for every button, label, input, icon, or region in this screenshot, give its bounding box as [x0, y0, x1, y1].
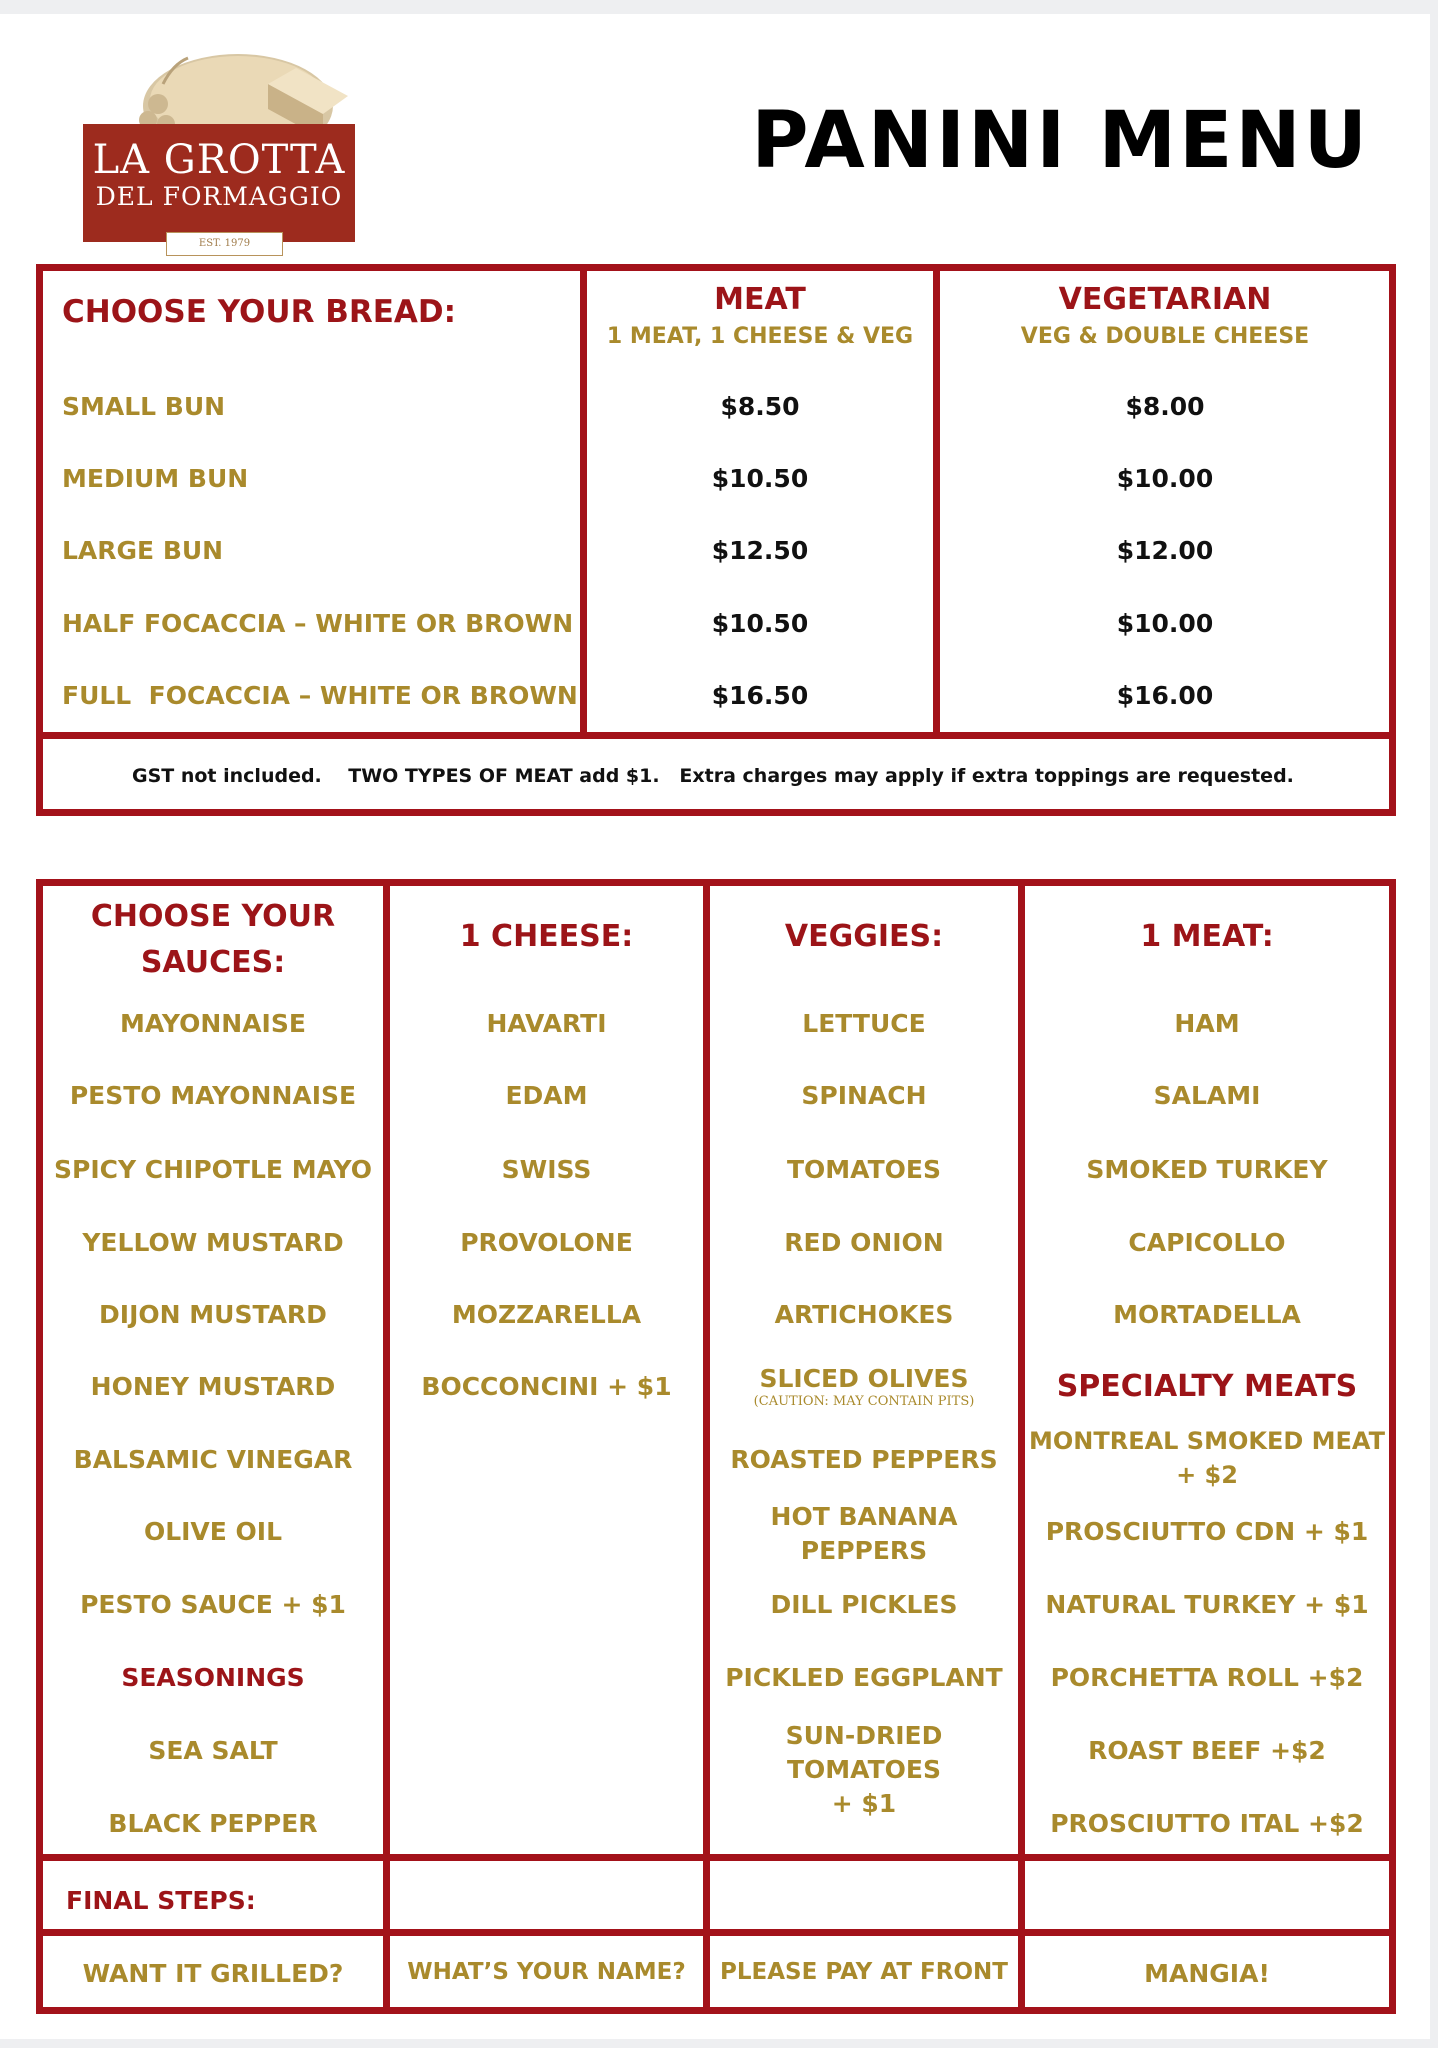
logo: [78, 44, 363, 254]
meat-item: SMOKED TURKEY: [1086, 1155, 1328, 1184]
veggie-item: SPINACH: [801, 1081, 927, 1110]
veggies-heading: VEGGIES:: [784, 919, 944, 954]
cheese-item: BOCCONCINI + $1: [421, 1372, 672, 1401]
meat-item: MORTADELLA: [1113, 1300, 1301, 1329]
meat-item: HAM: [1174, 1009, 1240, 1038]
veg-price: $10.00: [1116, 464, 1214, 493]
seasoning-item: SEA SALT: [148, 1736, 278, 1765]
veggie-item: ARTICHOKES: [774, 1300, 954, 1329]
cheese-item: MOZZARELLA: [451, 1300, 642, 1329]
meat-item: MONTREAL SMOKED MEAT + $2: [1028, 1427, 1386, 1489]
logo-name: LA GROTTA: [92, 137, 346, 183]
specialty-meats-heading: SPECIALTY MEATS: [1056, 1369, 1358, 1404]
logo-plate: [83, 124, 355, 242]
sauce-item: YELLOW MUSTARD: [82, 1228, 344, 1257]
sauce-item: DIJON MUSTARD: [99, 1300, 327, 1329]
meat-item: NATURAL TURKEY + $1: [1045, 1590, 1369, 1619]
cheese-item: PROVOLONE: [460, 1228, 633, 1257]
meat-item: PROSCIUTTO CDN + $1: [1045, 1517, 1369, 1546]
veg-price-heading: VEGETARIAN: [1058, 282, 1272, 317]
sauce-item: PESTO SAUCE + $1: [80, 1590, 346, 1619]
veggie-item: SUN-DRIED TOMATOES + $1: [785, 1721, 943, 1818]
sauce-item: HONEY MUSTARD: [90, 1372, 336, 1401]
veg-price: $10.00: [1116, 609, 1214, 638]
meat-price: $10.50: [711, 464, 809, 493]
veggie-item: DILL PICKLES: [770, 1590, 958, 1619]
final-steps-heading: FINAL STEPS:: [66, 1886, 256, 1915]
meat-price: $10.50: [711, 609, 809, 638]
logo-subname: DEL FORMAGGIO: [95, 182, 343, 211]
page-title: PANINI MENU: [751, 96, 1370, 186]
veggie-item: LETTUCE: [802, 1009, 926, 1038]
veg-price: $12.00: [1116, 536, 1214, 565]
meat-price: $8.50: [720, 392, 800, 421]
meat-item: SALAMI: [1153, 1081, 1261, 1110]
bread-heading: CHOOSE YOUR BREAD:: [62, 294, 457, 330]
sauce-item: BALSAMIC VINEGAR: [73, 1445, 353, 1474]
veggie-item: PICKLED EGGPLANT: [725, 1663, 1003, 1692]
meat-price-heading: MEAT: [714, 282, 806, 317]
bread-row-label: MEDIUM BUN: [62, 464, 249, 493]
veggie-item: HOT BANANA PEPPERS: [770, 1502, 958, 1565]
final-step: WHAT’S YOUR NAME?: [407, 1959, 686, 1985]
meat-item: PORCHETTA ROLL +$2: [1050, 1663, 1364, 1692]
logo-est-ribbon: EST. 1979: [166, 232, 283, 256]
final-step: MANGIA!: [1144, 1959, 1270, 1988]
veg-price: $8.00: [1125, 392, 1205, 421]
cheese-item: HAVARTI: [486, 1009, 607, 1038]
price-notes: GST not included. TWO TYPES OF MEAT add $1. Extra charges may apply if extra toppings are requested.: [132, 765, 1294, 787]
veggie-item: TOMATOES: [787, 1155, 941, 1184]
seasoning-item: BLACK PEPPER: [108, 1809, 318, 1838]
veg-price: $16.00: [1116, 681, 1214, 710]
meat-price: $16.50: [711, 681, 809, 710]
cheese-item: EDAM: [505, 1081, 588, 1110]
olives-caution-note: (CAUTION: MAY CONTAIN PITS): [753, 1394, 975, 1409]
meat-heading: 1 MEAT:: [1140, 919, 1274, 954]
final-step: PLEASE PAY AT FRONT: [720, 1959, 1008, 1985]
veggie-item: RED ONION: [784, 1228, 944, 1257]
menu-page: [0, 14, 1430, 2039]
seasonings-heading: SEASONINGS: [121, 1663, 305, 1692]
veg-price-subheading: VEG & DOUBLE CHEESE: [1020, 324, 1310, 349]
meat-item: CAPICOLLO: [1128, 1228, 1286, 1257]
meat-price-subheading: 1 MEAT, 1 CHEESE & VEG: [606, 324, 914, 349]
sauce-item: PESTO MAYONNAISE: [69, 1081, 357, 1110]
sauces-heading: CHOOSE YOUR SAUCES:: [90, 899, 336, 980]
bread-row-label: SMALL BUN: [62, 392, 226, 421]
bread-row-label: LARGE BUN: [62, 536, 224, 565]
cheese-heading: 1 CHEESE:: [459, 919, 634, 954]
final-step: WANT IT GRILLED?: [82, 1959, 344, 1988]
meat-price: $12.50: [711, 536, 809, 565]
sauce-item: MAYONNAISE: [120, 1009, 306, 1038]
sauce-item: SPICY CHIPOTLE MAYO: [54, 1155, 372, 1184]
veggie-item: SLICED OLIVES: [759, 1364, 969, 1393]
meat-item: PROSCIUTTO ITAL +$2: [1050, 1809, 1364, 1838]
bread-row-label: HALF FOCACCIA – WHITE OR BROWN: [62, 609, 574, 638]
meat-item: ROAST BEEF +$2: [1088, 1736, 1326, 1765]
veggie-item: ROASTED PEPPERS: [730, 1445, 998, 1474]
bread-row-label: FULL FOCACCIA – WHITE OR BROWN: [62, 681, 578, 710]
sauce-item: OLIVE OIL: [143, 1517, 283, 1546]
cheese-item: SWISS: [501, 1155, 592, 1184]
